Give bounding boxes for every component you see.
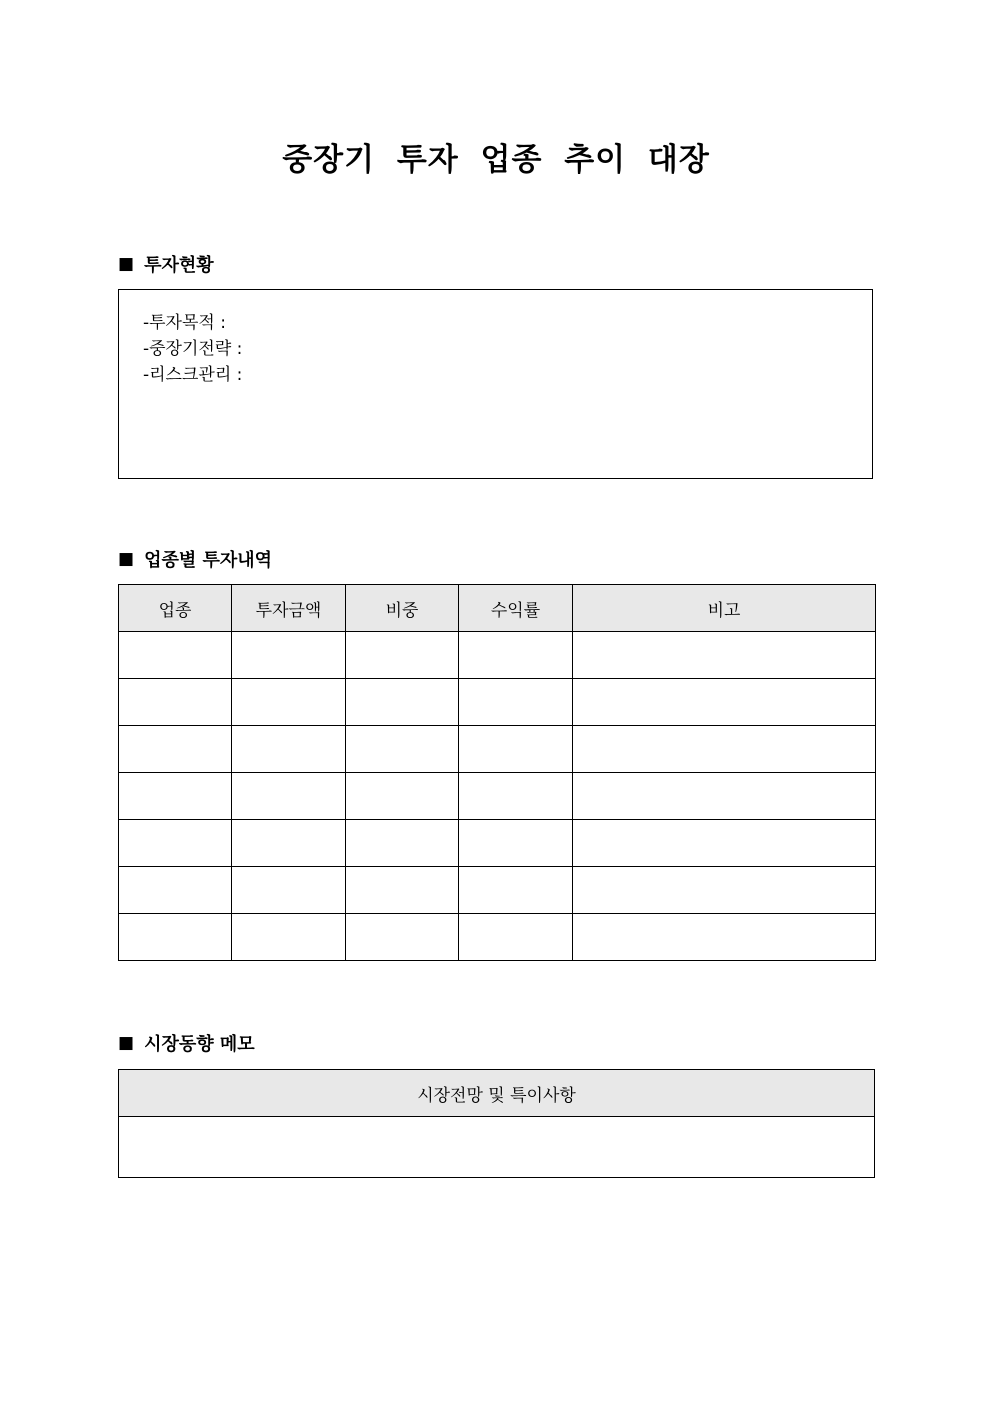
page-title: 중장기 투자 업종 추이 대장 <box>282 142 710 178</box>
column-header-return: 수익률 <box>459 585 573 632</box>
column-header-note: 비고 <box>573 585 876 632</box>
table-cell[interactable] <box>119 773 232 820</box>
table-cell[interactable] <box>119 679 232 726</box>
table-cell[interactable] <box>573 914 876 961</box>
section-heading-label: 투자현황 <box>144 255 214 276</box>
table-cell[interactable] <box>346 773 459 820</box>
table-cell[interactable] <box>459 773 573 820</box>
table-row <box>119 773 876 820</box>
section-heading-investments <box>118 546 272 572</box>
table-cell[interactable] <box>232 820 346 867</box>
memo-table <box>118 1069 875 1178</box>
table-cell[interactable] <box>232 679 346 726</box>
table-row <box>119 914 876 961</box>
table-cell[interactable] <box>346 820 459 867</box>
table-header-row <box>119 585 876 632</box>
status-line-purpose: -투자목적 : <box>143 313 226 333</box>
table-cell[interactable] <box>232 632 346 679</box>
table-cell[interactable] <box>459 726 573 773</box>
table-cell[interactable] <box>119 867 232 914</box>
table-header-row <box>119 1070 875 1117</box>
table-cell[interactable] <box>459 867 573 914</box>
table-cell[interactable] <box>346 914 459 961</box>
table-row <box>119 867 876 914</box>
section-heading-memo <box>118 1030 255 1056</box>
table-cell[interactable] <box>346 632 459 679</box>
square-bullet-icon: ■ <box>118 549 135 569</box>
table-cell[interactable] <box>573 632 876 679</box>
table-cell[interactable] <box>119 632 232 679</box>
table-row <box>119 1117 875 1178</box>
table-row <box>119 679 876 726</box>
table-cell[interactable] <box>459 679 573 726</box>
table-cell[interactable] <box>119 820 232 867</box>
table-cell[interactable] <box>232 914 346 961</box>
table-cell[interactable] <box>119 914 232 961</box>
table-cell[interactable] <box>232 726 346 773</box>
table-cell[interactable] <box>119 726 232 773</box>
table-row <box>119 632 876 679</box>
table-cell[interactable] <box>459 914 573 961</box>
table-cell[interactable] <box>346 679 459 726</box>
column-header-sector: 업종 <box>119 585 232 632</box>
table-cell[interactable] <box>573 679 876 726</box>
status-line-risk: -리스크관리 : <box>143 365 243 385</box>
table-cell[interactable] <box>573 726 876 773</box>
memo-cell[interactable] <box>119 1117 875 1178</box>
column-header-outlook: 시장전망 및 특이사항 <box>119 1070 875 1117</box>
section-heading-status <box>118 251 214 277</box>
status-box[interactable] <box>118 289 873 479</box>
table-cell[interactable] <box>346 726 459 773</box>
table-row <box>119 820 876 867</box>
table-cell[interactable] <box>573 820 876 867</box>
investment-table <box>118 584 876 961</box>
section-heading-label: 업종별 투자내역 <box>144 550 273 571</box>
table-cell[interactable] <box>346 867 459 914</box>
table-cell[interactable] <box>573 773 876 820</box>
table-cell[interactable] <box>459 820 573 867</box>
status-line-strategy: -중장기전략 : <box>143 339 243 359</box>
column-header-amount: 투자금액 <box>232 585 346 632</box>
square-bullet-icon: ■ <box>118 254 135 274</box>
table-cell[interactable] <box>459 632 573 679</box>
table-row <box>119 726 876 773</box>
table-cell[interactable] <box>232 867 346 914</box>
table-cell[interactable] <box>232 773 346 820</box>
section-heading-label: 시장동향 메모 <box>144 1034 255 1055</box>
column-header-weight: 비중 <box>346 585 459 632</box>
square-bullet-icon: ■ <box>118 1033 135 1053</box>
table-cell[interactable] <box>573 867 876 914</box>
